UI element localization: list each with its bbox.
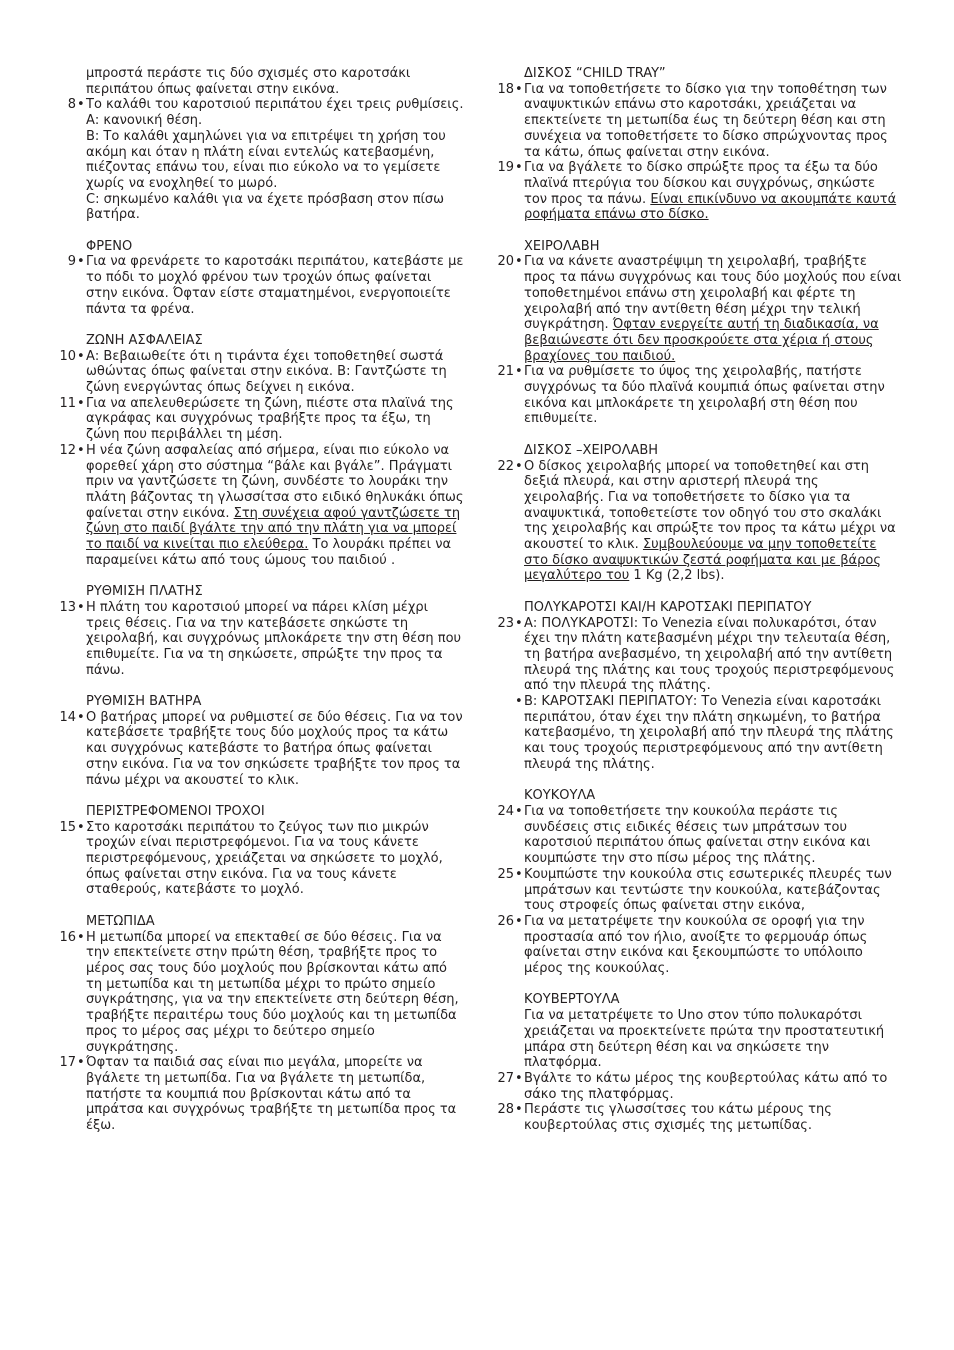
item-number: 24 bbox=[497, 803, 514, 819]
item-text-part: Για να βγάλετε το δίσκο σπρώξτε προς τα έξω τα δύο πλαϊνά πτερύγια του δίσκου και συγχρόνως, σηκώστε τον προς τα πάνω. bbox=[524, 160, 878, 207]
section-heading: ΖΩΝΗ ΑΣΦΑΛΕΙΑΣ bbox=[86, 332, 203, 348]
item-text: Α: κανονική θέση. bbox=[86, 113, 203, 129]
item-12 bbox=[56, 443, 466, 569]
bullet: • bbox=[77, 395, 85, 411]
section-heading: ΡΥΘΜΙΣΗ ΠΛΑΤΗΣ bbox=[86, 584, 203, 600]
section-heading: ΡΥΘΜΙΣΗ ΒΑΤΗΡΑ bbox=[86, 694, 202, 710]
item-text: Α: Βεβαιωθείτε ότι η τιράντα έχει τοποθετηθεί σωστά ωθώντας όπως φαίνεται στην εικόνα. Β: Γαντζώστε τη ζώνη ενεργώντας όπως δείχνει η εικόνα. bbox=[86, 348, 447, 396]
item-number: 13 bbox=[59, 599, 76, 615]
bullet: • bbox=[515, 458, 523, 474]
item-text: Α: ΠΟΛΥΚΑΡΟΤΣΙ: Το Venezia είναι πολυκαρότσι, όταν έχει την πλάτη κατεβασμένη μέχρι την τελευταία θέση, τη βατήρα ανεβασμένο, τη χειρολαβή από την αντίθετη πλευρά της πλάτης και τους τροχούς περιστρεφόμενους από την πλευρά της πλάτης. bbox=[524, 615, 895, 694]
item-number: 18 bbox=[497, 81, 514, 97]
item-number: 11 bbox=[59, 395, 76, 411]
item-number: 28 bbox=[497, 1102, 514, 1118]
item-number: 22 bbox=[497, 458, 514, 474]
item-text bbox=[524, 254, 902, 364]
underlined-warning: Στη συνέχεια αφού γαντζώσετε τη ζώνη στο παιδί βγάλτε την από την πλάτη για να μπορεί το παιδί να κινείται πιο ελεύθερα. bbox=[86, 505, 461, 553]
item-13 bbox=[56, 600, 466, 679]
item-number: 20 bbox=[497, 254, 514, 270]
item-text: Βγάλτε το κάτω μέρος της κουβερτούλας κάτω από το σάκο της πλατφόρμας. bbox=[524, 1070, 888, 1102]
section-heading: ΜΕΤΩΠΙΔΑ bbox=[86, 913, 155, 929]
underlined-warning: Όφταν ενεργείτε αυτή τη διαδικασία, να βεβαιώνεστε ότι δεν προσκρούετε στα χέρια ή στους βραχίονες του παιδιού. bbox=[524, 317, 879, 364]
bullet: • bbox=[515, 160, 523, 176]
item-25 bbox=[494, 867, 902, 914]
bullet: • bbox=[77, 929, 85, 945]
item-text: Για να τοποθετήσετε το δίσκο για την τοποθέτηση των αναψυκτικών επάνω στο καροτσάκι, χρειάζεται να επεκτείνετε τη μετωπίδα έως τη δεύτερη θέση και στη συνέχεια να τοποθετήσετε το δίσκο σπρώχνοντας προς τα κάτω, όπως φαίνεται στην εικόνα. bbox=[524, 81, 888, 160]
bullet: • bbox=[77, 819, 85, 835]
section-heading: ΧΕΙΡΟΛΑΒΗ bbox=[524, 238, 600, 254]
item-text: Για να μετατρέψετε την κουκούλα σε οροφή για την προστασία από τον ήλιο, ανοίξτε το φερμουάρ όπως φαίνεται στην εικόνα και ξεκουμπώστε το υπόλοιπο μέρος της κουκούλας. bbox=[524, 913, 868, 977]
item-23a bbox=[494, 616, 902, 695]
bullet: • bbox=[77, 1055, 85, 1071]
bullet: • bbox=[77, 442, 85, 458]
section-heading: ΔΙΣΚΟΣ –ΧΕΙΡΟΛΑΒΗ bbox=[524, 442, 659, 458]
bullet: • bbox=[77, 709, 85, 725]
underlined-warning: Είναι επικίνδυνο να ακουμπάτε καυτά ροφήματα επάνω στο δίσκο. bbox=[524, 191, 897, 223]
item-26 bbox=[494, 914, 902, 977]
underlined-warning: Συμβουλεύουμε να μην τοποθετείτε στο δίσκο αναψυκτικών ζεστά ροφήματα και με βάρος μεγαλύτερο του bbox=[524, 537, 881, 584]
item-16 bbox=[56, 930, 466, 1056]
item-text: Ο βατήρας μπορεί να ρυθμιστεί σε δύο θέσεις. Για να τον κατεβάσετε τραβήξτε τους δύο μοχλούς προς τα κάτω και συγχρόνως κατεβάστε το βατήρα όπως φαίνεται στην εικόνα. Για να τον σηκώσετε τραβήξτε τον προς τα πάνω μέχρι να ακουστεί το κλικ. bbox=[86, 709, 463, 788]
item-text: Για να φρενάρετε το καροτσάκι περιπάτου, κατεβάστε με το πόδι το μοχλό φρένου των τροχών όπως φαίνεται στην εικόνα. Όφταν είστε σταματημένοι, ενεργοποιείτε πάντα τα φρένα. bbox=[86, 254, 464, 317]
item-10 bbox=[56, 349, 466, 396]
item-11 bbox=[56, 396, 466, 443]
item-text: Β: Το καλάθι χαμηλώνει για να επιτρέψει τη χρήση του ακόμη και όταν η πλάτη είναι εντελώς κατεβασμένη, πιέζοντας επάνω του, είναι πιο εύκολο να το γεμίσετε χωρίς να ενοχληθεί το μωρό. bbox=[86, 128, 446, 191]
section-heading: ΔΙΣΚΟΣ “CHILD TRAY” bbox=[524, 66, 666, 81]
item-24 bbox=[494, 804, 902, 867]
item-text: Το καλάθι του καροτσιού περιπάτου έχει τρεις ρυθμίσεις. bbox=[86, 97, 464, 113]
bullet: • bbox=[515, 1070, 523, 1086]
item-text-part: Η νέα ζώνη ασφαλείας από σήμερα, είναι πιο εύκολο να φορεθεί χάρη στο σύστημα “βάλε και βγάλε”. Πράγματι πριν να γαντζώσετε τη ζώνη, συνδέστε το λουράκι την πλάτη βάζοντας τη γλωσσίτσα στο ειδικό θηλυκάκι όπως φαίνεται στην εικόνα. bbox=[86, 442, 464, 521]
item-22 bbox=[494, 459, 902, 585]
section-heading: ΚΟΥΚΟΥΛΑ bbox=[524, 788, 596, 804]
item-text: Στο καροτσάκι περιπάτου το ζεύγος των πιο μικρών τροχών είναι περιστρεφόμενοι. Για να τους κάνετε περιστρεφόμενους, χρειάζεται να σηκώσετε το μοχλό, όπως φαίνεται στην εικόνα. Για να τους κάνετε σταθερούς, κατεβάστε το μοχλό. bbox=[86, 819, 443, 898]
section-heading: ΚΟΥΒΕΡΤΟΥΛΑ bbox=[524, 992, 620, 1008]
item-number: 17 bbox=[59, 1055, 76, 1071]
continued-text: μπροστά περάστε τις δύο σχισμές στο καροτσάκι περιπάτου όπως φαίνεται στην εικόνα. bbox=[86, 66, 411, 97]
bullet: • bbox=[77, 599, 85, 615]
item-19 bbox=[494, 160, 902, 223]
item-17 bbox=[56, 1055, 466, 1134]
item-text-part: 1 Kg (2,2 lbs). bbox=[633, 568, 725, 584]
item-number: 21 bbox=[497, 364, 514, 380]
bullet: • bbox=[515, 803, 523, 819]
item-text: C: σηκωμένο καλάθι για να έχετε πρόσβαση στον πίσω βατήρα. bbox=[86, 191, 445, 223]
item-23b bbox=[494, 694, 902, 773]
item-number: 19 bbox=[497, 160, 514, 176]
left-column bbox=[56, 66, 466, 1134]
section-intro: Για να μετατρέψετε το Uno στον τύπο πολυκαρότσι χρειάζεται να προεκτείνετε πρώτα την προστατευτική μπάρα στη δεύτερη θέση και να σηκώσετε την πλατφόρμα. bbox=[524, 1008, 885, 1071]
item-text-part: Το λουράκι πρέπει να παραμείνει κάτω από τους ώμους του παιδιού . bbox=[86, 537, 452, 568]
bullet: • bbox=[77, 254, 85, 270]
item-14 bbox=[56, 710, 466, 789]
bullet: • bbox=[515, 694, 523, 710]
item-number: 8 bbox=[67, 97, 76, 113]
item-18 bbox=[494, 82, 902, 161]
item-number: 27 bbox=[497, 1070, 514, 1086]
bullet: • bbox=[515, 81, 523, 97]
bullet: • bbox=[515, 913, 523, 929]
bullet: • bbox=[77, 348, 85, 364]
item-9 bbox=[56, 254, 466, 317]
item-number: 12 bbox=[59, 442, 76, 458]
item-number: 10 bbox=[59, 348, 76, 364]
item-21 bbox=[494, 364, 902, 427]
item-text-part: Ο δίσκος χειρολαβής μπορεί να τοποθετηθεί και στη δεξιά πλευρά, και στην αριστερή πλευρά της χειρολαβής. Για να τοποθετήσετε το δίσκο για τα αναψυκτικά, τοποθετείστε τον οδηγό του στο σκαλάκι της χειρολαβής και σπρώξτε τον προς τα κάτω μέχρι να ακουστεί το κλικ. bbox=[524, 458, 896, 553]
bullet: • bbox=[77, 97, 85, 113]
bullet: • bbox=[515, 866, 523, 882]
item-number: 26 bbox=[497, 913, 514, 929]
bullet: • bbox=[515, 615, 523, 631]
section-heading: ΠΕΡΙΣΤΡΕΦΟΜΕΝΟΙ ΤΡΟΧΟΙ bbox=[86, 803, 265, 819]
item-text bbox=[86, 443, 466, 569]
item-number: 16 bbox=[59, 929, 76, 945]
item-text: Περάστε τις γλωσσίτσες του κάτω μέρους της κουβερτούλας στις σχισμές της μετωπίδας. bbox=[524, 1102, 832, 1134]
item-text: Η πλάτη του καροτσιού μπορεί να πάρει κλίση μέχρι τρεις θέσεις. Για να την κατεβάσετε σηκώστε τη χειρολαβή, και συγχρόνως μπλοκάρετε την στη θέση που επιθυμείτε. Για να τη σηκώσετε, σπρώξτε την προς τα πάνω. bbox=[86, 599, 462, 678]
item-20 bbox=[494, 254, 902, 364]
item-text: Κουμπώστε την κουκούλα στις εσωτερικές πλευρές των μπράτσων και τεντώστε την κουκούλα, κατεβάζοντας τους στροφείς όπως φαίνεται στην εικόνα, bbox=[524, 866, 892, 914]
right-column bbox=[494, 66, 902, 1134]
item-text-part: Για να κάνετε αναστρέψιμη τη χειρολαβή, τραβήξτε προς τα πάνω συγχρόνως και τους δύο μοχλούς που είναι τοποθετημένοι επάνω στη χειρολαβή και φέρτε τη χειρολαβή από την αντίθετη θέση μέχρι την τελική συγκράτηση. bbox=[524, 254, 902, 333]
bullet: • bbox=[515, 1102, 523, 1118]
item-text: Β: ΚΑΡΟΤΣΑΚΙ ΠΕΡΙΠΑΤΟΥ: Το Venezia είναι καροτσάκι περιπάτου, όταν έχει την πλάτη σηκωμένη, το βατήρα κατεβασμένο, τη χειρολαβή από την πλευρά της πλάτης και τους τροχούς περιστρεφόμενους από την αντίθετη πλευρά της πλάτης. bbox=[524, 694, 894, 772]
item-text bbox=[524, 459, 902, 585]
section-heading: ΠΟΛΥΚΑΡΟΤΣΙ ΚΑΙ/Η ΚΑΡΟΤΣΑΚΙ ΠΕΡΙΠΑΤΟΥ bbox=[524, 599, 812, 615]
item-text: Για να απελευθερώσετε τη ζώνη, πιέστε στα πλαϊνά της αγκράφας και συγχρόνως τραβήξτε προς τα έξω, τη ζώνη που περιβάλλει τη μέση. bbox=[86, 395, 454, 443]
item-text: Για να τοποθετήσετε την κουκούλα περάστε τις συνδέσεις στις ειδικές θέσεις των μπράτσων του καροτσιού περιπάτου όπως φαίνεται στην εικόνα και κουμπώστε την στο πίσω μέρος της πλάτης. bbox=[524, 803, 871, 867]
item-number: 25 bbox=[497, 866, 514, 882]
bullet: • bbox=[515, 254, 523, 270]
item-text: Η μετωπίδα μπορεί να επεκταθεί σε δύο θέσεις. Για να την επεκτείνετε στην πρώτη θέση, τραβήξτε προς το μέρος σας τους δύο μοχλούς που βρίσκονται κάτω από τη μετωπίδα και τη μετωπίδα μέχρι το πρώτο σημείο συγκράτησης, για να την επεκτείνετε στη δεύτερη θέση, τραβήξτε περαιτέρω τους δύο μοχλούς και τη μετωπίδα προς το μέρος σας μέχρι το δεύτερο σημείο συγκράτησης. bbox=[86, 929, 459, 1055]
item-text: Για να ρυθμίσετε το ύψος της χειρολαβής, πατήστε συγχρόνως τα δύο πλαϊνά κουμπιά όπως φαίνεται στην εικόνα και μπλοκάρετε τη χειρολαβή στη θέση που επιθυμείτε. bbox=[524, 364, 885, 427]
item-15 bbox=[56, 820, 466, 899]
item-number: 23 bbox=[497, 615, 514, 631]
item-text: Όφταν τα παιδιά σας είναι πιο μεγάλα, μπορείτε να βγάλετε τη μετωπίδα. Για να βγάλετε τη μετωπίδα, πατήστε τα κουμπιά που βρίσκονται κάτω από τα μπράτσα και συγχρόνως τραβήξτε τη μετωπίδα προς τα έξω. bbox=[86, 1055, 457, 1134]
item-8 bbox=[56, 97, 466, 223]
item-28 bbox=[494, 1102, 902, 1133]
item-27 bbox=[494, 1071, 902, 1102]
item-text bbox=[524, 160, 902, 223]
item-number: 14 bbox=[59, 709, 76, 725]
section-heading: ΦΡΕΝΟ bbox=[86, 238, 133, 254]
item-number: 15 bbox=[59, 819, 76, 835]
bullet: • bbox=[515, 364, 523, 380]
item-number: 9 bbox=[67, 254, 76, 270]
